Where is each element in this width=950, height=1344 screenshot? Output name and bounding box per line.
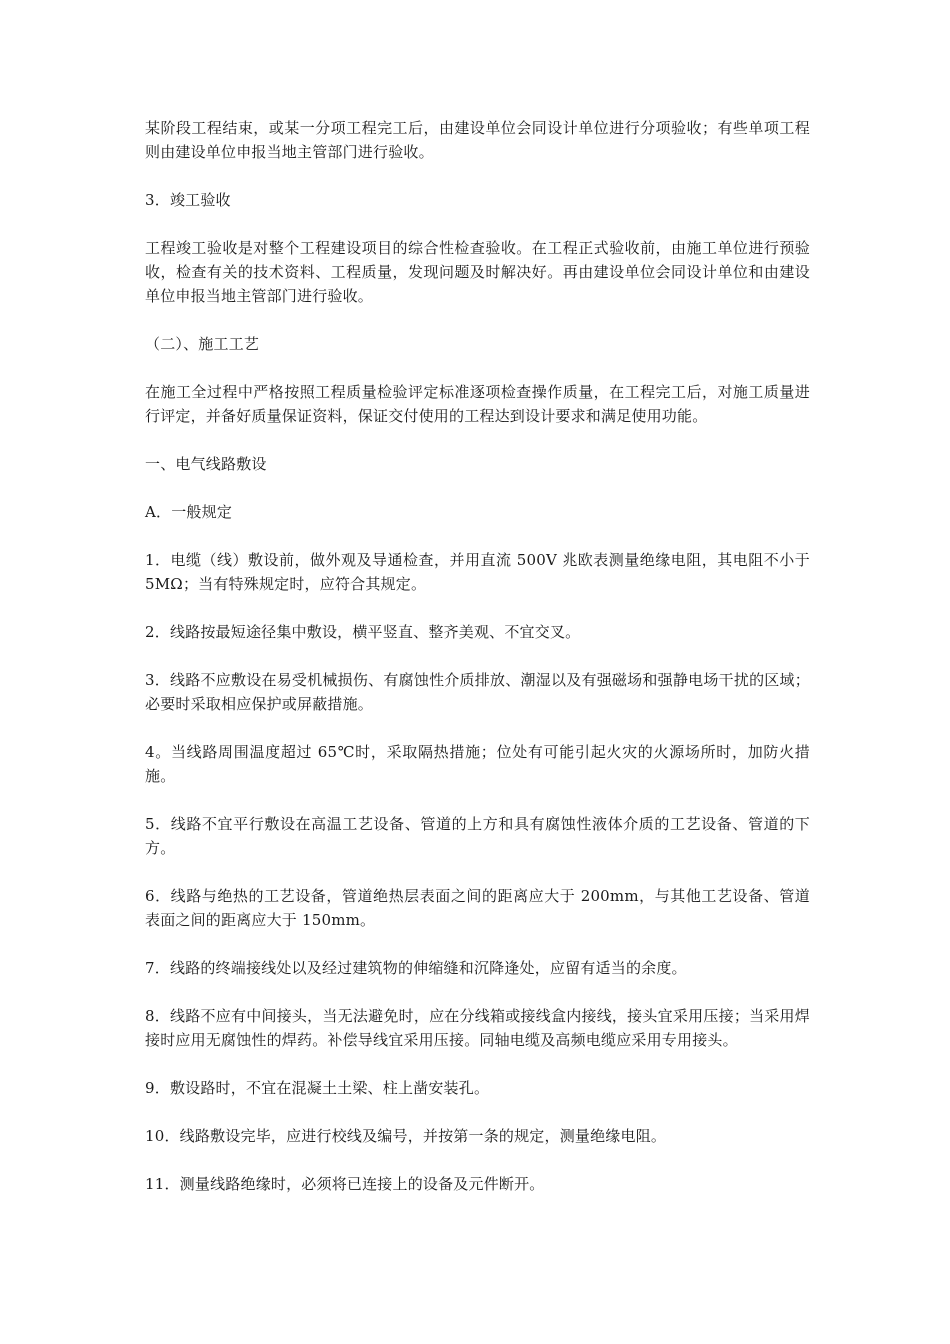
rule-item-6: 6．线路与绝热的工艺设备，管道绝热层表面之间的距离应大于 200mm，与其他工艺设备、管道表面之间的距离应大于 150mm。: [145, 887, 810, 929]
paragraph-subitem-acceptance: 某阶段工程结束，或某一分项工程完工后，由建设单位会同设计单位进行分项验收；有些单项工程则由建设单位申报当地主管部门进行验收。: [145, 119, 810, 161]
heading-construction-process: （二）、施工工艺: [145, 335, 260, 353]
document-body: [145, 116, 810, 1220]
rule-item-10: 10．线路敷设完毕，应进行校线及编号，并按第一条的规定，测量绝缘电阻。: [145, 1127, 667, 1145]
rule-item-5: 5．线路不宜平行敷设在高温工艺设备、管道的上方和具有腐蚀性液体介质的工艺设备、管道的下方。: [145, 815, 810, 857]
rule-item-1: 1．电缆（线）敷设前，做外观及导通检查，并用直流 500V 兆欧表测量绝缘电阻，其电阻不小于 5MΩ；当有特殊规定时，应符合其规定。: [145, 551, 810, 593]
rule-item-8: 8．线路不应有中间接头，当无法避免时，应在分线箱或接线盒内接线，接头宜采用压接；当采用焊接时应用无腐蚀性的焊药。补偿导线宜采用压接。同轴电缆及高频电缆应采用专用接头。: [145, 1007, 810, 1049]
paragraph-quality-inspection: 在施工全过程中严格按照工程质量检验评定标准逐项检查操作质量，在工程完工后，对施工质量进行评定，并备好质量保证资料，保证交付使用的工程达到设计要求和满足使用功能。: [145, 383, 810, 425]
paragraph-completion-acceptance: 工程竣工验收是对整个工程建设项目的综合性检查验收。在工程正式验收前，由施工单位进行预验收，检查有关的技术资料、工程质量，发现问题及时解决好。再由建设单位会同设计单位和由建设单位申报当地主管部门进行验收。: [145, 239, 810, 305]
rule-item-4: 4。当线路周围温度超过 65℃时，采取隔热措施；位处有可能引起火灾的火源场所时，加防火措施。: [145, 743, 810, 785]
rule-item-2: 2．线路按最短途径集中敷设，横平竖直、整齐美观、不宜交叉。: [145, 623, 581, 641]
heading-electrical-wiring: 一、电气线路敷设: [145, 455, 267, 473]
rule-item-7: 7．线路的终端接线处以及经过建筑物的伸缩缝和沉降逢处，应留有适当的余度。: [145, 959, 687, 977]
rule-item-9: 9．敷设路时，不宜在混凝土土梁、柱上凿安装孔。: [145, 1079, 490, 1097]
heading-completion-acceptance: 3．竣工验收: [145, 191, 231, 209]
heading-general-rules: A．一般规定: [145, 503, 233, 521]
rule-item-11: 11．测量线路绝缘时，必须将已连接上的设备及元件断开。: [145, 1175, 545, 1193]
rule-item-3: 3．线路不应敷设在易受机械损伤、有腐蚀性介质排放、潮湿以及有强磁场和强静电场干扰的区域；必要时采取相应保护或屏蔽措施。: [145, 671, 810, 713]
